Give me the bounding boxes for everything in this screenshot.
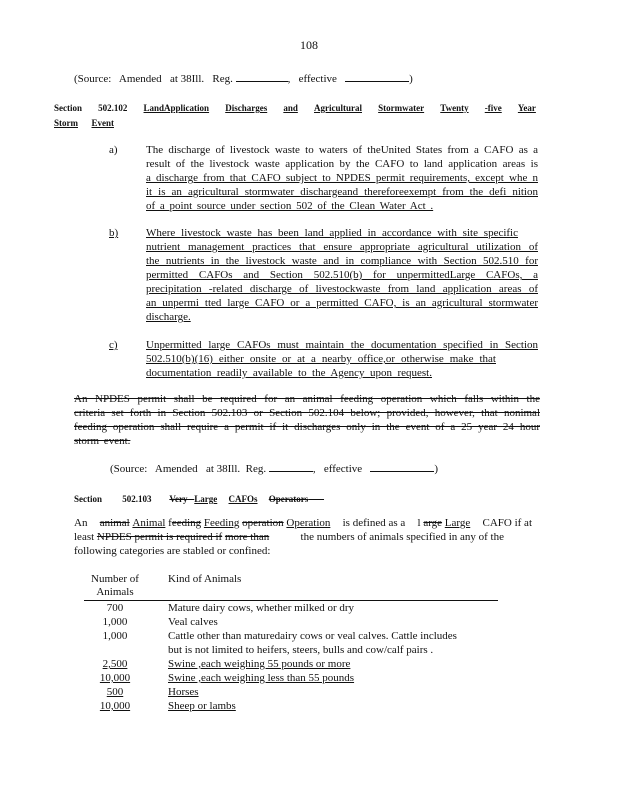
source-note-1: (Source: Amended at 38Ill. Reg. , effective )	[74, 73, 413, 85]
definition-line-3: following categories are stabled or confined:	[74, 545, 271, 557]
table-row: but is not limited to heifers, steers, bulls and cow/calf pairs .	[168, 644, 434, 656]
para-c-label: c)	[109, 339, 118, 351]
para-a-label: a)	[109, 144, 118, 156]
para-c: Unpermitted large CAFOs must maintain the documentation specified in Section 502.510(b)(16) either onsite or at a nearby office,or otherwise make that documentation readily available to the Agency upon request.	[146, 339, 538, 379]
para-b: Where livestock waste has been land applied in accordance with site specific nutrient management practices that ensure appropriate agricultural utilization of the nutrients in the livestock waste and in compliance with Section 502.510 for permitted CAFOs and Section 502.510(b) for unpermittedLarge CAFOs, a precipitation -related discharge of livestockwaste from land application areas of an unpermi tted large CAFO or a permitted CAFO, is an agricultural stormwater discharge.	[146, 227, 538, 323]
header-number: Number of Animals	[84, 572, 146, 601]
table-row: 2,500 Swine ,each weighing 55 pounds or more	[102, 658, 351, 670]
para-b-label: b)	[109, 227, 119, 239]
header-kind: Kind of Animals	[146, 572, 498, 601]
table-row: 700 Mature dairy cows, whether milked or dry	[106, 602, 355, 614]
table-row: 500 Horses	[106, 686, 199, 698]
table-header-row	[84, 572, 498, 601]
table-row: 1,000 Cattle other than maturedairy cows or veal calves. Cattle includes	[102, 630, 457, 642]
section-502-103-heading: Section 502.103 Very Large CAFOs Operators	[74, 494, 309, 504]
table-row: 10,000 Sheep or lambs	[99, 700, 236, 712]
struck-paragraph: An NPDES permit shall be required for an animal feeding operation which falls within the criteria set forth in Section 502.103 or Section 502.104 below; provided, however, that nonimal feeding operation shall require a permit if it discharges only in the event of a 25 year 24 hour storm event.	[74, 393, 540, 447]
definition-line-2: least NPDES permit is required if more than the numbers of animals specified in any of the	[74, 531, 504, 543]
table-row: 1,000 Veal calves	[102, 616, 218, 628]
section-502-102-heading: Section 502.102 LandApplication Discharges and Agricultural Stormwater Twenty -five Year Storm Event	[54, 103, 536, 128]
page-number: 108	[300, 38, 318, 52]
definition-line-1: An animal Animal feeding Feeding operation Operation is defined as a l arge Large CAFO if at	[74, 517, 532, 529]
para-a: The discharge of livestock waste to waters of theUnited States from a CAFO as a result of the livestock waste application by the CAFO to land application areas is a discharge from that CAFO subject to NPDES permit requirements, except whe n it is an agricultural stormwater dischargeand thereforeexempt from the defi nition of a point source under section 502 of the Clean Water Act .	[146, 144, 538, 212]
table-row: 10,000 Swine ,each weighing less than 55 pounds	[99, 672, 355, 684]
animals-table	[84, 572, 498, 713]
source-note-2: (Source: Amended at 38Ill. Reg. , effective )	[110, 463, 439, 475]
